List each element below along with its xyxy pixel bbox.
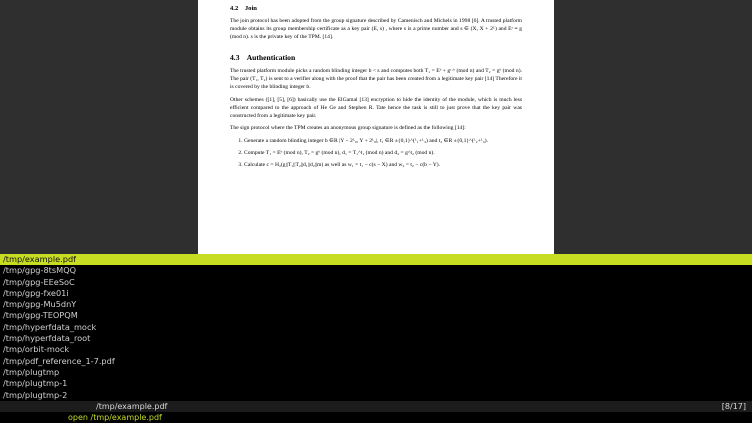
status-file-path: /tmp/example.pdf bbox=[96, 402, 168, 411]
paragraph-auth-2: Other schemes ([1], [5], [6]) basically use the ElGamal [13] encryption to hide the identity of the module, which is much less efficient compared to the approach of He Ge and Stephen R. Tate hence the task is still to just prove that the key pair was constructed from a legitimate key pair. bbox=[230, 96, 522, 120]
paragraph-auth-1: The trusted platform module picks a random blinding integer b < s and computes both T₁ = Eᵇ + gʳ·ᵇ (mod n) and T₂ = gᵇ (mod n). The pair (T₁, T₂) is sent to a verifier along with the proof that the pair has been created from a legitimate key pair [14] Therefore it is covered by the blinding integer b. bbox=[230, 67, 522, 91]
list-item[interactable]: /tmp/gpg-fxe01i bbox=[3, 287, 69, 298]
section-number: 4.2 bbox=[230, 5, 239, 12]
list-item: 2. Compute T₁ = Eᵇ (mod n), T₂ = gᵇ (mod n), d₁ = T₁^t₁ (mod n) and d₂ = g^t₂ (mod n). bbox=[244, 149, 522, 157]
section-heading-join bbox=[230, 4, 522, 14]
list-item[interactable]: /tmp/hyperfdata_mock bbox=[3, 321, 97, 332]
section-number: 4.3 bbox=[230, 52, 240, 62]
list-item[interactable]: /tmp/pdf_reference_1-7.pdf bbox=[3, 355, 115, 366]
list-item: 1. Generate a random blinding integer b ∈R |Y − 2ᴸ₀, Y + 2ᴸ₀|, t₁ ∈R ±{0,1}^(ᴸ₁+ᴸ₃) and t₂ ∈R ±{0,1}^(ᴸ₂+ᴸ₃). bbox=[244, 137, 522, 145]
list-item[interactable]: /tmp/example.pdf bbox=[0, 254, 752, 265]
list-item: 3. Calculate c = H₂(g||T₁||T₂||d₁||d₂||m) as well as w₁ = t₁ − c(s − X) and w₂ = t₂ − c(b − Y). bbox=[244, 161, 522, 169]
section-title: Join bbox=[244, 5, 257, 12]
sign-protocol-steps bbox=[230, 137, 522, 170]
list-item[interactable]: /tmp/gpg-EEeSoC bbox=[3, 276, 75, 287]
list-item[interactable]: /tmp/hyperfdata_root bbox=[3, 333, 91, 344]
list-item[interactable]: /tmp/plugtmp bbox=[3, 366, 60, 377]
paragraph-auth-3: The sign protocol where the TPM creates an anonymous group signature is defined as the following [14]: bbox=[230, 125, 466, 132]
list-item[interactable]: /tmp/orbit-mock bbox=[3, 344, 70, 355]
list-item[interactable]: /tmp/plugtmp-2 bbox=[3, 389, 68, 400]
list-item[interactable]: /tmp/gpg-8tsMQQ bbox=[3, 265, 77, 276]
section-heading-authentication bbox=[230, 52, 522, 63]
list-item[interactable]: /tmp/plugtmp-1 bbox=[3, 378, 68, 389]
status-page-indicator: [8/17] bbox=[721, 402, 746, 411]
paragraph-join-1: The join protocol has been adopted from the group signature described by Camenisch and Michels in 1998 [6]. A trusted platform module obtains its group membership certificate as a key pair (E, s) , where s is a prime number and s ∈ (X, X + 2ᴸ) and Eˢ ≡ g (mod n). s is the private key of the TPM. [14]. bbox=[230, 17, 522, 41]
section-title: Authentication bbox=[246, 52, 296, 62]
list-item[interactable]: /tmp/gpg-Mu5dnY bbox=[3, 299, 77, 310]
status-bar bbox=[0, 401, 752, 412]
file-completion-list[interactable] bbox=[0, 254, 752, 400]
command-line[interactable]: open /tmp/example.pdf bbox=[0, 412, 752, 423]
list-item[interactable]: /tmp/gpg-TEOPQM bbox=[3, 310, 78, 321]
